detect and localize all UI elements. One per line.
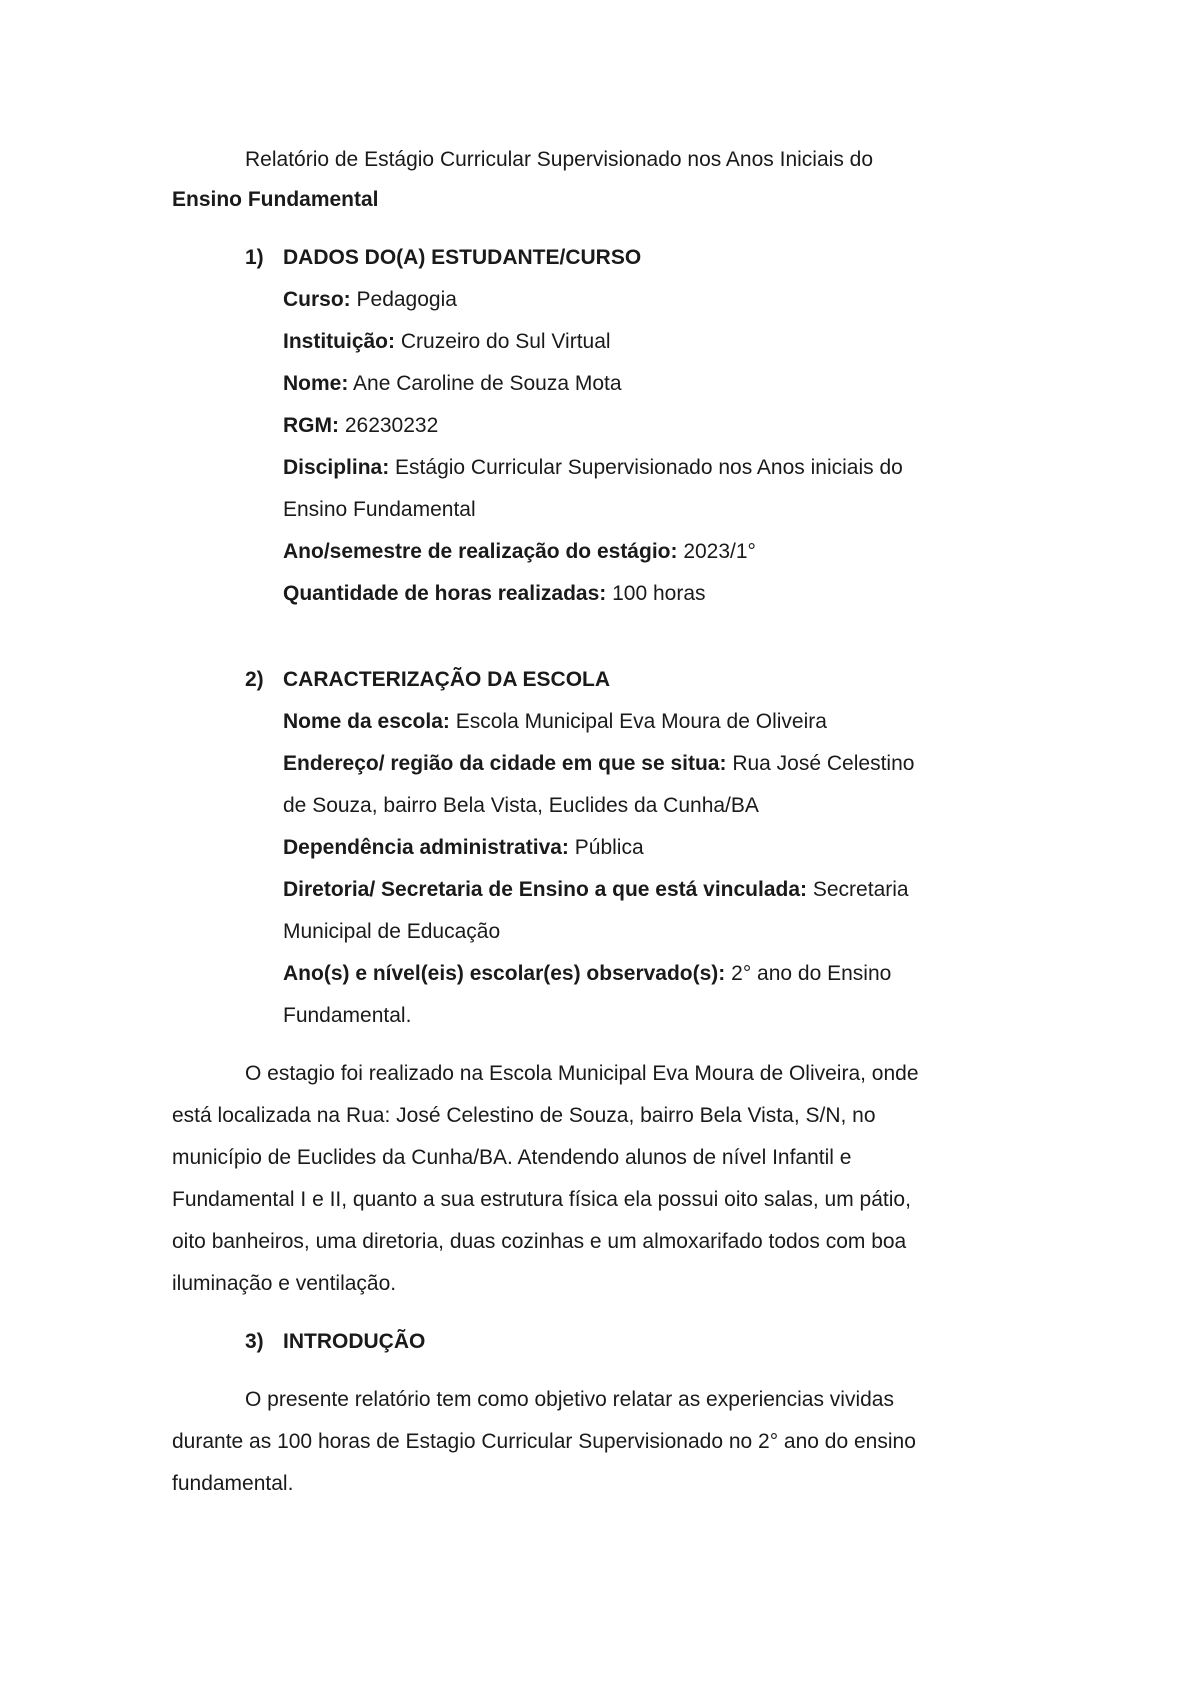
section-3-number: 3) [245,1330,264,1353]
paragraph-1-line: O estagio foi realizado na Escola Municipal Eva Moura de Oliveira, onde [245,1062,919,1085]
field-nome-escola [283,709,827,735]
field-rgm-label: RGM: [283,414,339,437]
field-diretoria-continuation: Municipal de Educação [283,920,501,943]
section-2-title: CARACTERIZAÇÃO DA ESCOLA [283,668,611,691]
section-2-number: 2) [245,668,264,691]
section-3-title: INTRODUÇÃO [283,1330,426,1353]
paragraph-2-line: durante as 100 horas de Estagio Curricular Supervisionado no 2° ano do ensino [172,1430,916,1453]
section-3-heading [245,1329,425,1355]
paragraph-2-line: O presente relatório tem como objetivo relatar as experiencias vividas [245,1388,894,1411]
field-ano-semestre [283,539,756,565]
field-nome [283,371,622,397]
section-1-heading [245,245,641,271]
field-rgm-value: 26230232 [344,414,439,437]
field-instituicao-label: Instituição: [283,330,396,353]
paragraph-2-line: fundamental. [172,1472,294,1495]
field-disciplina [283,455,903,481]
field-nome-escola-label: Nome da escola: [283,710,450,733]
field-disciplina-continuation: Ensino Fundamental [283,498,476,521]
field-curso-value: Pedagogia [356,288,457,311]
field-endereco [283,751,914,777]
field-horas-label: Quantidade de horas realizadas: [283,582,607,605]
field-anos-nivel-continuation: Fundamental. [283,1004,412,1027]
field-dependencia-label: Dependência administrativa: [283,836,569,859]
field-horas [283,581,706,607]
paragraph-1-line: oito banheiros, uma diretoria, duas cozinhas e um almoxarifado todos com boa [172,1230,907,1253]
field-rgm [283,413,438,439]
field-diretoria-label: Diretoria/ Secretaria de Ensino a que está vinculada: [283,878,808,901]
field-instituicao [283,329,611,355]
field-dependencia-value: Pública [574,836,644,859]
title-line-2: Ensino Fundamental [172,188,379,211]
field-endereco-value: Rua José Celestino [732,752,915,775]
field-disciplina-value: Estágio Curricular Supervisionado nos Anos iniciais do [395,456,903,479]
field-anos-nivel-label: Ano(s) e nível(eis) escolar(es) observado(s): [283,962,726,985]
field-diretoria [283,877,909,903]
field-ano-semestre-value: 2023/1° [683,540,756,563]
field-horas-value: 100 horas [612,582,706,605]
field-endereco-label: Endereço/ região da cidade em que se situa: [283,752,727,775]
field-curso-label: Curso: [283,288,351,311]
field-anos-nivel [283,961,891,987]
field-instituicao-value: Cruzeiro do Sul Virtual [400,330,611,353]
title-line-1: Relatório de Estágio Curricular Supervisionado nos Anos Iniciais do [245,148,874,171]
section-2-heading [245,667,610,693]
field-endereco-continuation: de Souza, bairro Bela Vista, Euclides da Cunha/BA [283,794,759,817]
field-dependencia [283,835,644,861]
section-1-title: DADOS DO(A) ESTUDANTE/CURSO [283,246,642,269]
field-nome-value: Ane Caroline de Souza Mota [353,372,622,395]
field-curso [283,287,457,313]
section-1-number: 1) [245,246,264,269]
field-nome-label: Nome: [283,372,349,395]
field-disciplina-label: Disciplina: [283,456,390,479]
paragraph-1-line: município de Euclides da Cunha/BA. Atendendo alunos de nível Infantil e [172,1146,852,1169]
field-ano-semestre-label: Ano/semestre de realização do estágio: [283,540,678,563]
field-anos-nivel-value: 2° ano do Ensino [731,962,892,985]
paragraph-1-line: Fundamental I e II, quanto a sua estrutura física ela possui oito salas, um pátio, [172,1188,911,1211]
paragraph-1-line: está localizada na Rua: José Celestino de Souza, bairro Bela Vista, S/N, no [172,1104,876,1127]
paragraph-1-line: iluminação e ventilação. [172,1272,397,1295]
field-nome-escola-value: Escola Municipal Eva Moura de Oliveira [455,710,827,733]
field-diretoria-value: Secretaria [812,878,909,901]
